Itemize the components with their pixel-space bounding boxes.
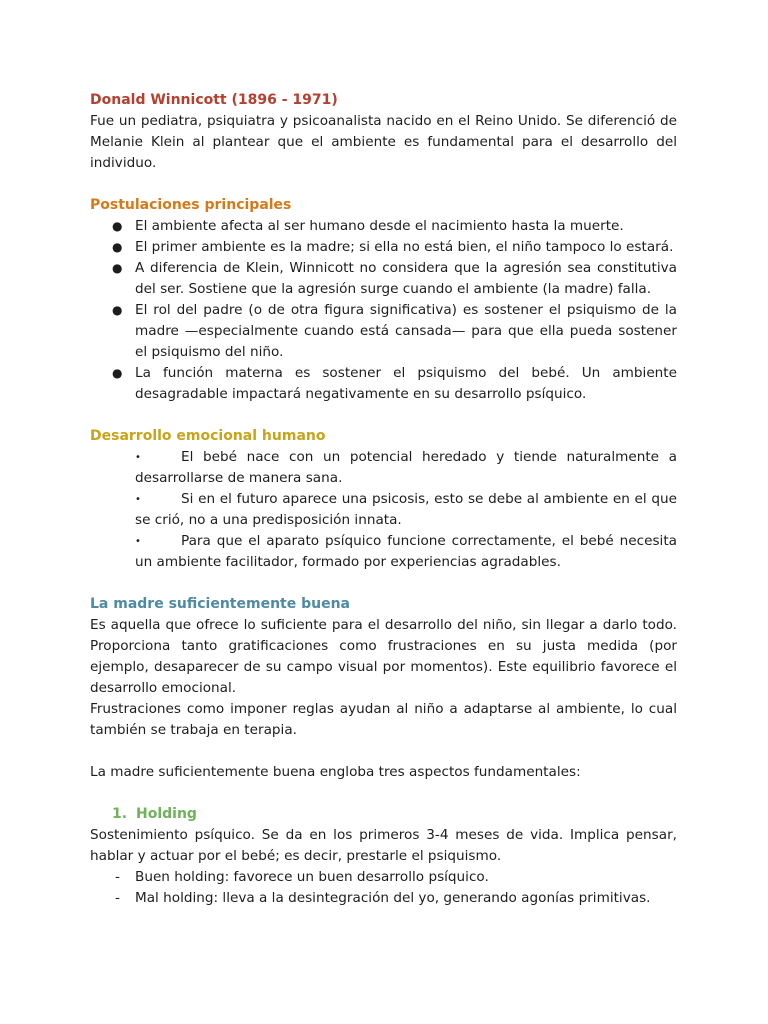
list-item-text: El rol del padre (o de otra figura significativa) es sostener el psiquismo de la madre —especialmente cuando está cansada— para que ella pueda sostener el psiquismo del niño. (135, 302, 677, 360)
bullet-icon: ● (112, 366, 123, 380)
bullet-icon: ● (112, 219, 123, 233)
section-heading-winnicott: Donald Winnicott (1896 - 1971) (90, 92, 338, 108)
list-item (90, 258, 677, 300)
bullet-icon: • (135, 452, 141, 463)
spacer (90, 174, 677, 195)
list-item-text: Buen holding: favorece un buen desarrollo psíquico. (135, 869, 489, 885)
list-item (90, 300, 677, 363)
spacer (90, 573, 677, 594)
list-item-text: Si en el futuro aparece una psicosis, esto se debe al ambiente en el que se crió, no a una predisposición innata. (135, 491, 677, 528)
section-heading-postulaciones: Postulaciones principales (90, 197, 292, 213)
list-number: 1. (112, 806, 128, 822)
section-heading-holding (90, 804, 677, 825)
desarrollo-list (90, 447, 677, 573)
section-heading-madre: La madre suficientemente buena (90, 596, 351, 612)
bullet-icon: • (135, 494, 141, 505)
dash-icon: - (115, 890, 120, 906)
holding-paragraph: Sostenimiento psíquico. Se da en los primeros 3-4 meses de vida. Implica pensar, hablar y actuar por el bebé; es decir, prestarle el psiquismo. (90, 827, 677, 864)
postulaciones-list (90, 216, 677, 405)
holding-list (90, 867, 677, 909)
list-item-text: A diferencia de Klein, Winnicott no considera que la agresión sea constitutiva del ser. Sostiene que la agresión surge cuando el ambiente (la madre) falla. (135, 260, 677, 297)
bullet-icon: ● (112, 240, 123, 254)
dash-icon: - (115, 869, 120, 885)
list-item (90, 531, 677, 573)
list-item-text: La función materna es sostener el psiquismo del bebé. Un ambiente desagradable impactará negativamente en su desarrollo psíquico. (135, 365, 677, 402)
list-item (90, 237, 677, 258)
list-item (90, 489, 677, 531)
list-item (90, 867, 677, 888)
section-heading-desarrollo: Desarrollo emocional humano (90, 428, 326, 444)
spacer (90, 783, 677, 804)
spacer (90, 405, 677, 426)
madre-paragraph-3: La madre suficientemente buena engloba tres aspectos fundamentales: (90, 764, 581, 780)
list-item-text: Para que el aparato psíquico funcione correctamente, el bebé necesita un ambiente facilitador, formado por experiencias agradables. (135, 533, 677, 570)
holding-title: Holding (136, 806, 197, 822)
list-item (90, 363, 677, 405)
list-item-text: Mal holding: lleva a la desintegración del yo, generando agonías primitivas. (135, 890, 651, 906)
list-item (90, 888, 677, 909)
madre-paragraph-2: Frustraciones como imponer reglas ayudan al niño a adaptarse al ambiente, lo cual también se trabaja en terapia. (90, 701, 677, 738)
bullet-icon: ● (112, 261, 123, 275)
madre-paragraph-1: Es aquella que ofrece lo suficiente para el desarrollo del niño, sin llegar a darlo todo. Proporciona tanto gratificaciones como frustraciones en su justa medida (por ejemplo, desaparecer de su campo visual por momentos). Este equilibrio favorece el desarrollo emocional. (90, 617, 677, 696)
winnicott-intro: Fue un pediatra, psiquiatra y psicoanalista nacido en el Reino Unido. Se diferenció de Melanie Klein al plantear que el ambiente es fundamental para el desarrollo del individuo. (90, 113, 677, 171)
list-item-text: El ambiente afecta al ser humano desde el nacimiento hasta la muerte. (135, 218, 624, 234)
spacer (90, 741, 677, 762)
list-item (90, 216, 677, 237)
list-item (90, 447, 677, 489)
bullet-icon: • (135, 536, 141, 547)
list-item-text: El bebé nace con un potencial heredado y tiende naturalmente a desarrollarse de manera sana. (135, 449, 677, 486)
bullet-icon: ● (112, 303, 123, 317)
list-item-text: El primer ambiente es la madre; si ella no está bien, el niño tampoco lo estará. (135, 239, 674, 255)
